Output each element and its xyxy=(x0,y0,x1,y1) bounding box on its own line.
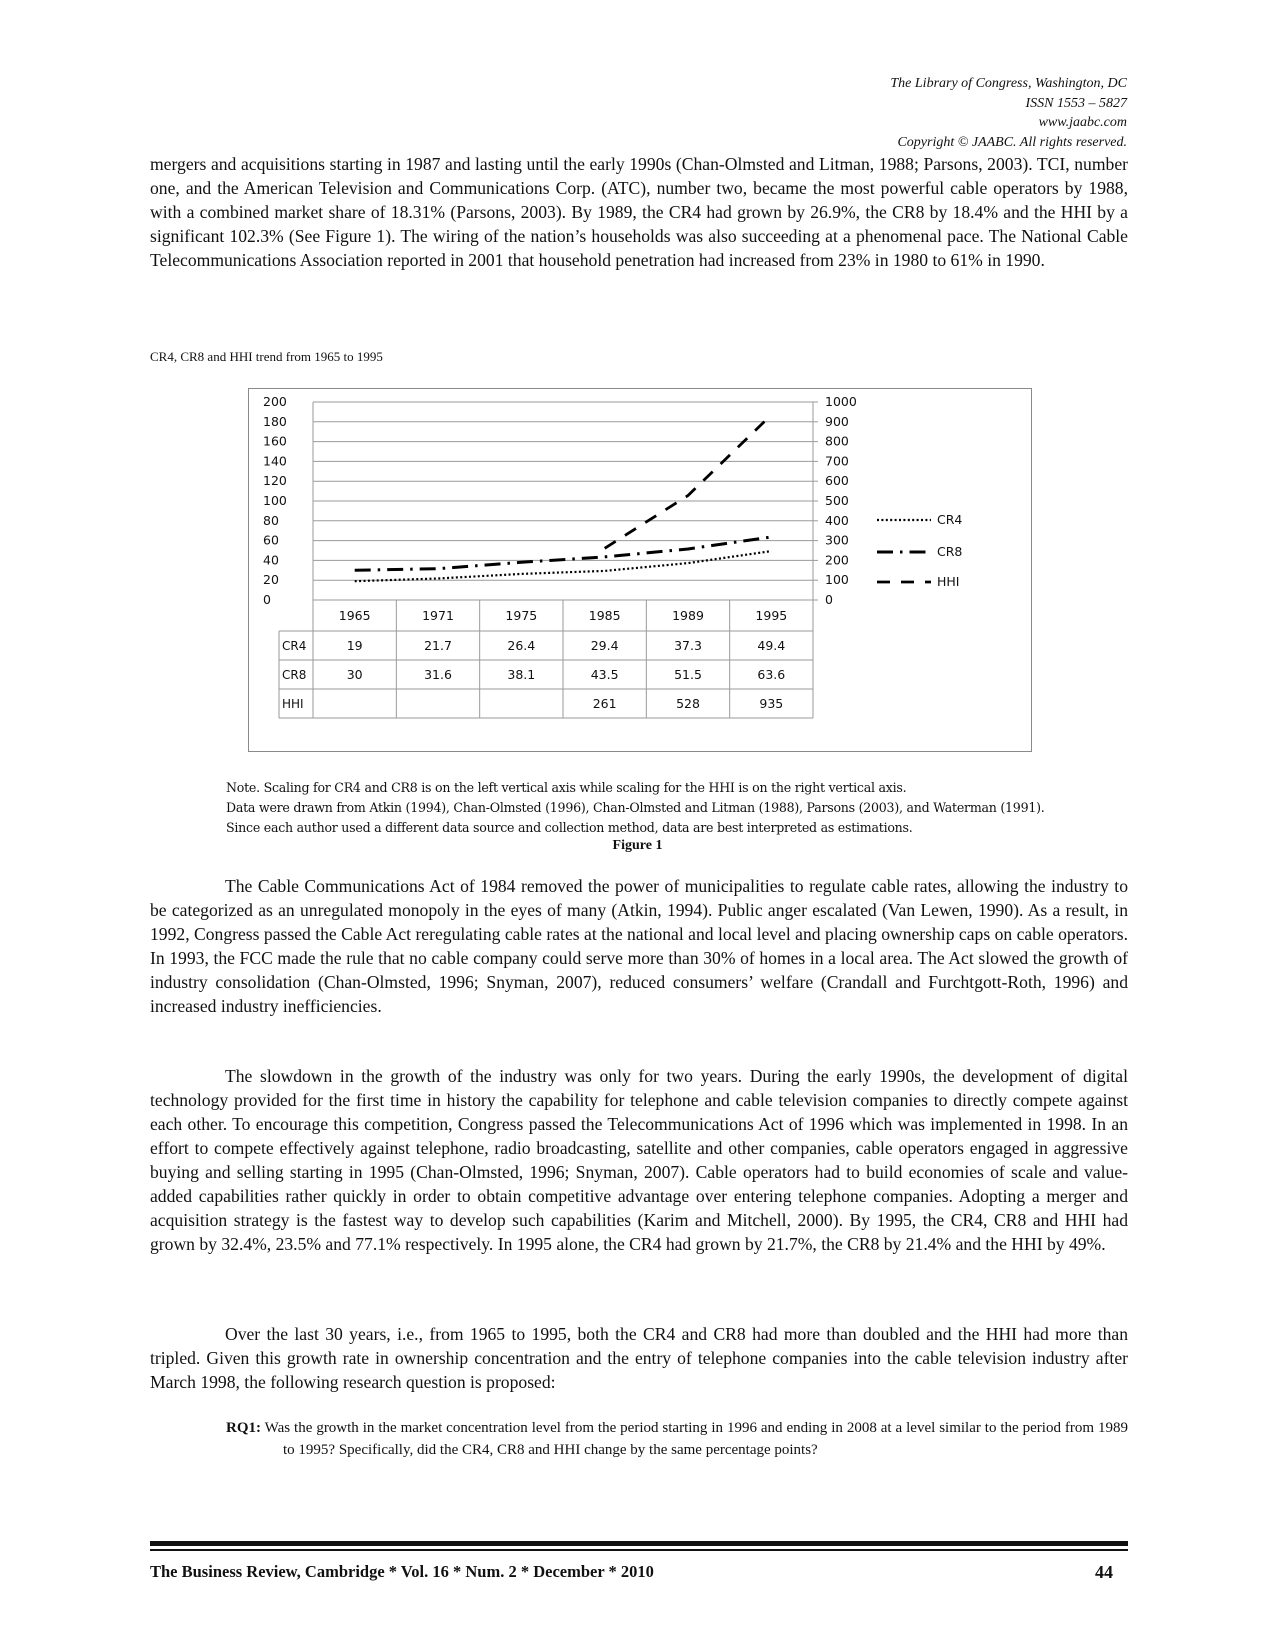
header-line-1: The Library of Congress, Washington, DC xyxy=(890,76,1127,91)
figure-caption-title: CR4, CR8 and HHI trend from 1965 to 1995 xyxy=(150,349,383,364)
running-header xyxy=(890,74,1127,152)
left-tick-label: 100 xyxy=(263,493,287,508)
table-cell-value: 31.6 xyxy=(424,667,452,682)
category-label: 1975 xyxy=(505,608,538,623)
table-series-label: HHI xyxy=(282,697,304,711)
category-label: 1971 xyxy=(422,608,454,623)
category-label: 1965 xyxy=(338,608,371,623)
left-tick-label: 20 xyxy=(263,572,279,588)
right-tick-label: 700 xyxy=(825,453,849,469)
right-tick-label: 400 xyxy=(825,512,849,528)
category-label: 1995 xyxy=(755,608,788,623)
table-cell-value: 19 xyxy=(346,638,363,653)
left-tick-label: 120 xyxy=(263,473,287,489)
left-tick-label: 140 xyxy=(263,453,287,469)
research-question xyxy=(226,1417,1128,1461)
table-cell-value: 21.7 xyxy=(424,638,452,653)
right-tick-label: 100 xyxy=(825,572,849,588)
left-tick-label: 80 xyxy=(263,512,279,528)
rq-text: Was the growth in the market concentration level from the period starting in 1996 and ending in 2008 at a level similar to the period from 1989 to 1995? Specifically, did the CR4, CR8 and HHI change by the same percentage points? xyxy=(264,1420,1128,1458)
table-cell-value: 51.5 xyxy=(674,667,702,682)
paragraph-3: The slowdown in the growth of the industry was only for two years. During the early 1990s, the development of digital technology provided for the first time in history the capability for telephone and cable television companies to directly compete against each other. To encourage this competition, Congress passed the Telecommunications Act of 1996 which was implemented in 1998. In an effort to compete effectively against telephone, radio broadcasting, satellite and other companies, cable operators engaged in aggressive buying and selling starting in 1995 (Chan-Olmsted, 1996; Snyman, 2007). Cable operators had to build economies of scale and value-added capabilities rather quickly in order to obtain competitive advantage over entering telephone companies. Adopting a merger and acquisition strategy is the fastest way to develop such capabilities (Karim and Mitchell, 2000). By 1995, the CR4, CR8 and HHI had grown by 32.4%, 23.5% and 77.1% respectively. In 1995 alone, the CR4 had grown by 21.7%, the CR8 by 21.4% and the HHI by 49%. xyxy=(150,1066,1128,1254)
header-line-4: Copyright © JAABC. All rights reserved. xyxy=(897,134,1127,150)
legend-label-cr4: CR4 xyxy=(937,512,963,527)
paragraph-2: The Cable Communications Act of 1984 removed the power of municipalities to regulate cable rates, allowing the industry to be categorized as an unregulated monopoly in the eyes of many (Atkin, 1994). Public anger escalated (Van Lewen, 1990). As a result, in 1992, Congress passed the Cable Act reregulating cable rates at the national and local level and placing ownership caps on cable operators. In 1993, the FCC made the rule that no cable company could serve more than 30% of homes in a local area. The Act slowed the growth of industry consolidation (Chan-Olmsted, 1996; Snyman, 2007), reduced consumers’ welfare (Crandall and Furchtgott-Roth, 1996) and increased industry inefficiencies. xyxy=(150,876,1128,1016)
table-series-label: CR4 xyxy=(282,639,307,653)
category-label: 1989 xyxy=(672,608,704,623)
left-tick-label: 180 xyxy=(263,413,287,429)
header-line-3: www.jaabc.com xyxy=(1038,115,1127,130)
left-tick-label: 160 xyxy=(263,433,287,449)
table-cell-value: 26.4 xyxy=(507,638,536,653)
rq-label: RQ1: xyxy=(226,1420,261,1436)
table-cell-value: 935 xyxy=(759,696,784,711)
header-line-2: ISSN 1553 – 5827 xyxy=(1025,95,1127,111)
right-tick-label: 900 xyxy=(825,413,849,429)
right-tick-label: 0 xyxy=(825,592,833,607)
table-cell-value: 49.4 xyxy=(757,638,786,653)
right-tick-label: 800 xyxy=(825,433,849,449)
note-line-2: Data were drawn from Atkin (1994), Chan-Olmsted (1996), Chan-Olmsted and Litman (1988), Parsons (2003), and Waterman (1991). xyxy=(226,800,1045,815)
right-tick-label: 1000 xyxy=(825,394,857,409)
right-tick-label: 600 xyxy=(825,473,849,489)
right-tick-label: 500 xyxy=(825,493,849,508)
line-chart xyxy=(249,389,1031,751)
left-tick-label: 0 xyxy=(263,592,271,607)
chart-frame xyxy=(248,388,1032,752)
table-series-label: CR8 xyxy=(282,668,307,682)
paragraph-4: Over the last 30 years, i.e., from 1965 to 1995, both the CR4 and CR8 had more than doubled and the HHI had more than tripled. Given this growth rate in ownership concentration and the entry of telephone companies into the cable television industry after March 1998, the following research question is proposed: xyxy=(150,1324,1128,1392)
table-cell-value: 37.3 xyxy=(674,638,702,653)
left-tick-label: 60 xyxy=(263,532,279,548)
table-cell-value: 29.4 xyxy=(590,638,619,653)
table-cell-value: 528 xyxy=(676,696,700,711)
note-line-1: Note. Scaling for CR4 and CR8 is on the left vertical axis while scaling for the HHI is on the right vertical axis. xyxy=(226,780,907,795)
right-tick-label: 300 xyxy=(825,532,849,548)
paragraph-1: mergers and acquisitions starting in 1987 and lasting until the early 1990s (Chan-Olmsted and Litman, 1988; Parsons, 2003). TCI, number one, and the American Television and Communications Corp. (ATC), number two, became the most powerful cable operators by 1988, with a combined market share of 18.31% (Parsons, 2003). By 1989, the CR4 had grown by 26.9%, the CR8 by 18.4% and the HHI by a significant 102.3% (See Figure 1). The wiring of the nation’s households was also succeeding at a phenomenal pace. The National Cable Telecommunications Association reported in 2001 that household penetration had increased from 23% in 1980 to 61% in 1990. xyxy=(150,154,1128,270)
table-cell-value: 38.1 xyxy=(507,667,536,682)
series-line-cr8 xyxy=(355,537,772,570)
left-tick-label: 40 xyxy=(263,552,279,568)
left-tick-label: 200 xyxy=(263,394,287,409)
figure-note xyxy=(226,778,1126,838)
table-cell-value: 63.6 xyxy=(757,667,786,682)
figure-label: Figure 1 xyxy=(612,838,663,853)
table-cell-value: 30 xyxy=(346,667,363,682)
category-label: 1985 xyxy=(588,608,621,623)
right-tick-label: 200 xyxy=(825,552,849,568)
page-number: 44 xyxy=(1095,1562,1113,1582)
note-line-3: Since each author used a different data source and collection method, data are best interpreted as estimations. xyxy=(226,820,913,835)
footer-rule-thick xyxy=(150,1541,1128,1546)
footer-journal: The Business Review, Cambridge * Vol. 16 * Num. 2 * December * 2010 xyxy=(150,1562,654,1581)
legend-label-hhi: HHI xyxy=(937,574,960,589)
footer-rule-thin xyxy=(150,1549,1128,1551)
table-cell-value: 261 xyxy=(592,696,617,711)
table-cell-value: 43.5 xyxy=(590,667,619,682)
legend-label-cr8: CR8 xyxy=(937,544,963,559)
series-line-cr4 xyxy=(355,551,772,581)
